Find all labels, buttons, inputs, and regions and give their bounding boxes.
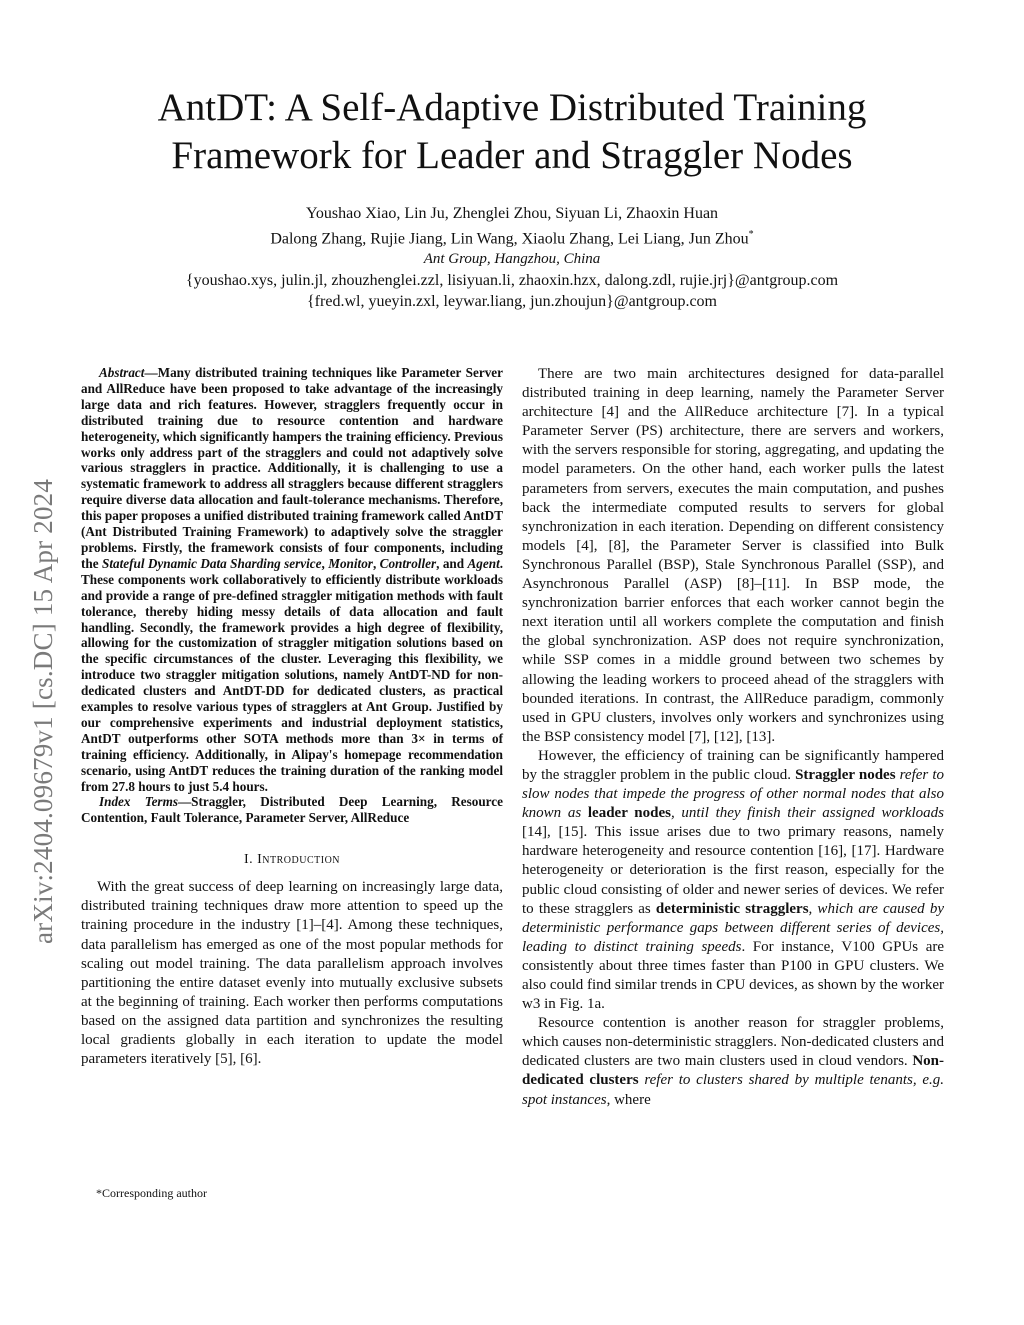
author-block <box>0 203 1024 312</box>
title-line-1: AntDT: A Self-Adaptive Distributed Training <box>157 86 867 129</box>
corresponding-mark: * <box>748 229 754 240</box>
affiliation: Ant Group, Hangzhou, China <box>423 251 601 268</box>
right-paragraph-1: There are two main architectures designed for data-parallel distributed training in deep learning, namely the Parameter Server architecture [4] and the AllReduce architecture [7]. In a typical Parameter Server (PS) architecture, there are servers and workers, with the servers responsible for storing, aggregating, and updating the model parameters. On the other hand, each worker pulls the latest parameters from servers, executes the main computation, and pushes back the intermediate computed results to servers for global synchronization in each iteration. Depending on different consistency models [4], [8], the Parameter Server is classified into Bulk Synchronous Parallel (BSP), Stale Synchronous Parallel (SSP), and Asynchronous Parallel (ASP) [8]–[11]. In BSP mode, the synchronization barrier enforces that each worker cannot begin the next iteration until all workers complete the computation and finish the global synchronization. ASP does not require synchronization, while SSP comes in a middle ground between two schemes by allowing the leading workers to proceed ahead of the stragglers with bounded iterations. In contrast, the AllReduce paradigm, commonly used in GPU clusters, involves only workers and synchronizes using the BSP consistency model [7], [12], [13]. <box>522 366 944 745</box>
right-column <box>522 365 944 1110</box>
section-heading-introduction: I. Introduction <box>243 852 341 868</box>
author-line-1: Youshao Xiao, Lin Ju, Zhenglei Zhou, Siyuan Li, Zhaoxin Huan <box>305 205 719 222</box>
abstract: Abstract—Many distributed training techniques like Parameter Server and AllReduce have been proposed to take advantage of the increasingly large data and rich features. However, stragglers frequently occur in distributed training due to resource contention and hardware heterogeneity, which significantly hampers the training efficiency. Previous works only address part of the stragglers and could not adaptively solve various stragglers in practice. Additionally, it is challenging to use a systematic framework to address all stragglers because different stragglers require diverse data allocation and fault-tolerance mechanisms. Therefore, this paper proposes a unified distributed training framework called AntDT (Ant Distributed Training Framework) to adaptively solve the straggler problems. Firstly, the framework consists of four components, including the Stateful Dynamic Data Sharding service, Monitor, Controller, and Agent. These components work collaboratively to efficiently distribute workloads and provide a range of pre-defined straggler mitigation methods with fault tolerance, thereby hiding messy details of data allocation and fault handling. Secondly, the framework provides a high degree of flexibility, allowing for the customization of straggler mitigation solutions based on the specific circumstances of the cluster. Leveraging this flexibility, we introduce two straggler mitigation solutions, namely AntDT-ND for non-dedicated clusters and AntDT-DD for dedicated clusters, as practical examples to resolve various types of stragglers at Ant Group. Justified by our comprehensive experiments and industrial deployment statistics, AntDT outperforms other SOTA methods more than 3× in terms of training efficiency. Additionally, in Alipay's homepage recommendation scenario, using AntDT reduces the training duration of the ranking model from 27.8 hours to just 5.4 hours. <box>81 365 504 794</box>
emails-line-2: {fred.wl, yueyin.zxl, leywar.liang, jun.zhoujun}@antgroup.com <box>307 293 717 311</box>
right-paragraph-3: Resource contention is another reason for straggler problems, which causes non-deterministic stragglers. Non-dedicated clusters and dedicated clusters are two main clusters used in cloud vendors. Non-dedicated clusters refer to clusters shared by multiple tenants, e.g. spot instances, where <box>522 1015 944 1108</box>
author-line-2: Dalong Zhang, Rujie Jiang, Lin Wang, Xiaolu Zhang, Lei Liang, Jun Zhou* <box>270 229 754 248</box>
intro-paragraph-1: With the great success of deep learning on increasingly large data, distributed training techniques draw more attention to speed up the training procedure in the industry [1]–[4]. Among these techniques, data parallelism has emerged as one of the most popular methods for scaling out model training. The data parallelism approach involves partitioning the entire dataset evenly into mutually exclusive subsets at the beginning of training. Each worker then performs computations based on the assigned data partition and synchronizes the resulting local gradients globally in each iteration to update the model parameters iteratively [5], [6]. <box>81 879 503 1068</box>
arxiv-stamp: arXiv:2404.09679v1 [cs.DC] 15 Apr 2024 <box>28 478 58 944</box>
index-terms: Index Terms—Straggler, Distributed Deep Learning, Resource Contention, Fault Tolerance, Parameter Server, AllReduce <box>81 794 504 826</box>
left-column <box>81 365 503 1069</box>
paper-title <box>0 84 1024 180</box>
emails-line-1: {youshao.xys, julin.jl, zhouzhenglei.zzl, lisiyuan.li, zhaoxin.hzx, dalong.zdl, rujie.jrj}@antgroup.com <box>185 272 839 290</box>
right-paragraph-2: However, the efficiency of training can be significantly hampered by the straggler problem in the public cloud. Straggler nodes refer to slow nodes that impede the progress of other normal nodes that also known as leader nodes, until they finish their assigned workloads [14], [15]. This issue arises due to two primary reasons, namely hardware heterogeneity and resource contention [16], [17]. Hardware heterogeneity or deterioration is the first reason, especially for the public cloud consisting of older and newer series of devices. We refer to these stragglers as deterministic stragglers, which are caused by deterministic performance gaps between different series of devices, leading to distinct training speeds. For instance, V100 GPUs are consistently about three times faster than P100 in GPU clusters. We also could find similar trends in CPU devices, as shown by the worker w3 in Fig. 1a. <box>522 747 945 1013</box>
title-line-2: Framework for Leader and Straggler Nodes <box>171 134 853 177</box>
footnote: *Corresponding author <box>96 1186 207 1200</box>
